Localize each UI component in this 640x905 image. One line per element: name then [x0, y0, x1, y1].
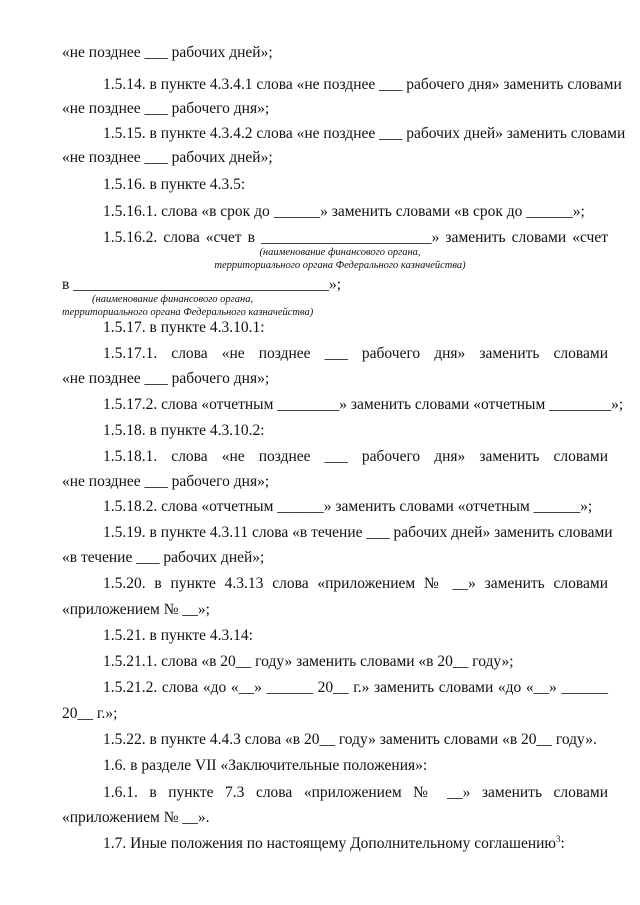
paragraph-1-7-colon: : — [560, 835, 565, 852]
field-caption: (наименование финансового органа, — [92, 294, 254, 305]
paragraph-1-5-16-1: 1.5.16.1. слова «в срок до ______» заменить словами «в срок до ______»; — [103, 203, 585, 220]
paragraph-1-5-17-2: 1.5.17.2. слова «отчетным ________» заменить словами «отчетным ________»; — [103, 396, 624, 413]
paragraph-1-6: 1.6. в разделе VII «Заключительные положения»: — [103, 757, 428, 774]
paragraph-1-5-14: 1.5.14. в пункте 4.3.4.1 слова «не позднее ___ рабочего дня» заменить словами — [103, 76, 622, 93]
paragraph-1-5-20: 1.5.20. в пункте 4.3.13 слова «приложением № __» заменить словами — [103, 575, 608, 592]
paragraph-1-5-16-2: 1.5.16.2. слова «счет в ______________________» заменить словами «счет — [103, 229, 608, 246]
paragraph-1-5-21-1: 1.5.21.1. слова «в 20__ году» заменить словами «в 20__ году»; — [103, 653, 514, 670]
text-line: «приложением № __»; — [62, 601, 210, 618]
paragraph-1-5-18-2: 1.5.18.2. слова «отчетным ______» заменить словами «отчетным ______»; — [103, 498, 593, 515]
text-line: «в течение ___ рабочих дней»; — [62, 549, 265, 566]
footnote-reference[interactable]: 3 — [556, 833, 561, 844]
text-line: «не позднее ___ рабочего дня»; — [62, 473, 270, 490]
text-line: «не позднее ___ рабочего дня»; — [62, 100, 270, 117]
field-caption: территориального органа Федерального казначейства) — [214, 260, 466, 271]
paragraph-1-5-15: 1.5.15. в пункте 4.3.4.2 слова «не позднее ___ рабочих дней» заменить словами — [103, 125, 626, 142]
paragraph-1-5-19: 1.5.19. в пункте 4.3.11 слова «в течение ___ рабочих дней» заменить словами — [103, 524, 613, 541]
text-line: «приложением № __». — [62, 809, 210, 826]
text-line: в _________________________________»; — [62, 276, 341, 293]
text-line: 20__ г.»; — [62, 705, 118, 722]
paragraph-1-7 — [103, 834, 608, 854]
paragraph-1-5-21-2: 1.5.21.2. слова «до «__» ______ 20__ г.» заменить словами «до «__» ______ — [103, 679, 608, 696]
text-line: «не позднее ___ рабочих дней»; — [62, 149, 273, 166]
paragraph-1-5-18-1: 1.5.18.1. слова «не позднее ___ рабочего дня» заменить словами — [103, 448, 608, 465]
paragraph-1-6-1: 1.6.1. в пункте 7.3 слова «приложением № __» заменить словами — [103, 784, 608, 801]
paragraph-1-5-22: 1.5.22. в пункте 4.4.3 слова «в 20__ году» заменить словами «в 20__ году». — [103, 731, 597, 748]
text-line: «не позднее ___ рабочего дня»; — [62, 370, 270, 387]
paragraph-1-5-16: 1.5.16. в пункте 4.3.5: — [103, 176, 246, 193]
field-caption: территориального органа Федерального казначейства) — [62, 307, 314, 318]
paragraph-1-5-21: 1.5.21. в пункте 4.3.14: — [103, 627, 253, 644]
text-line: «не позднее ___ рабочих дней»; — [62, 44, 273, 61]
paragraph-1-5-17: 1.5.17. в пункте 4.3.10.1: — [103, 319, 265, 336]
field-caption: (наименование финансового органа, — [259, 247, 421, 258]
paragraph-1-5-17-1: 1.5.17.1. слова «не позднее ___ рабочего дня» заменить словами — [103, 345, 608, 362]
paragraph-1-7-text: 1.7. Иные положения по настоящему Дополнительному соглашению — [103, 835, 557, 852]
paragraph-1-5-18: 1.5.18. в пункте 4.3.10.2: — [103, 422, 265, 439]
